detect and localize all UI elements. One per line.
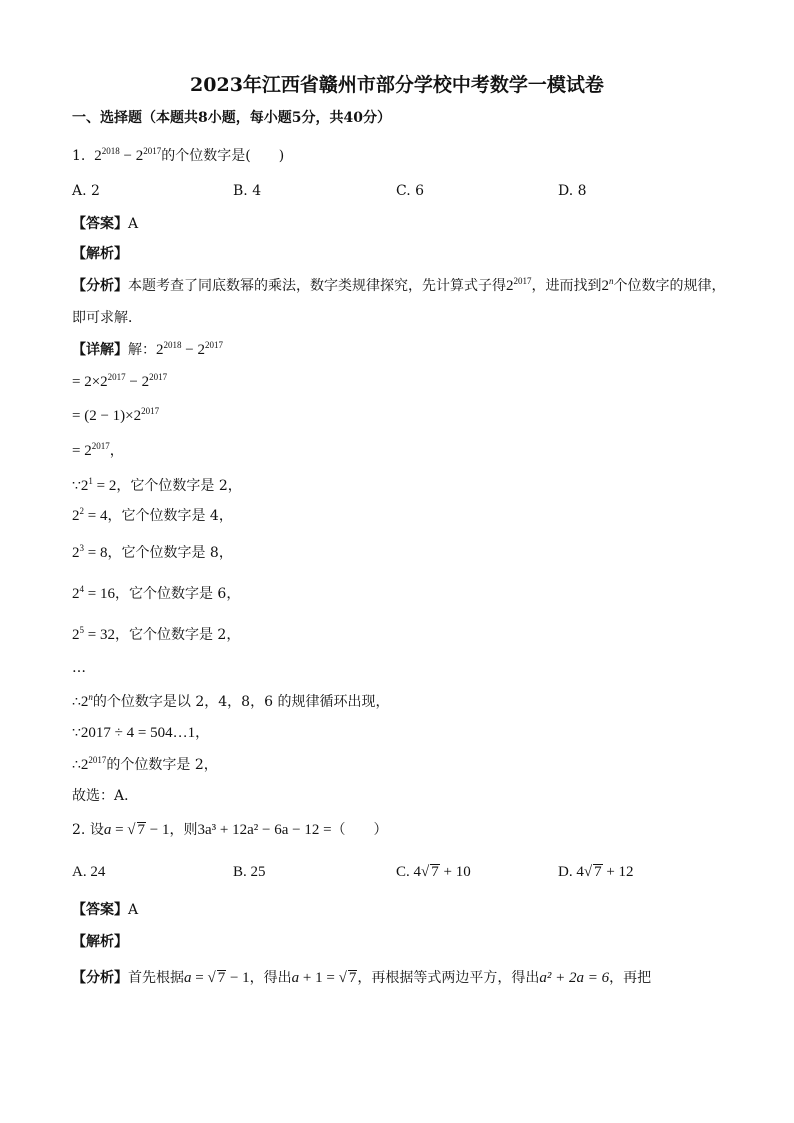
question-1-stem: 1. $2^{2018} - 2^{2017}$的个位数字是( ): [72, 146, 285, 164]
question-number: 1.: [72, 148, 86, 164]
division-line: ∵2017 ÷ 4 = 504…1，: [72, 725, 210, 741]
power-line-5: $2^5 = 32$，它个位数字是 2，: [72, 625, 241, 643]
question-1-options: [72, 183, 732, 203]
step-3: = $2^{2017}$，: [72, 441, 124, 459]
option-d: D. 4√ 7 + 12: [558, 864, 634, 880]
fenxi-line-q2: 【分析】首先根据a = √ 7 − 1，得出a + 1 = √ 7，再根据等式两边平方，得出a² + 2a = 6，再把: [72, 970, 652, 986]
option-d: D. 8: [558, 183, 587, 199]
answer-tag: 【答案】: [72, 216, 128, 232]
answer-line-2: 【答案】A: [72, 902, 139, 918]
power-line-3: $2^3 = 8$，它个位数字是 8，: [72, 543, 233, 561]
option-a: A. 2: [72, 183, 100, 199]
option-c: C. 4√ 7 + 10: [396, 864, 471, 880]
answer-line: 【答案】A: [72, 216, 139, 232]
option-b: B. 25: [233, 864, 266, 880]
fenxi-line-2: 即可求解．: [72, 310, 142, 326]
analysis-tag: 【解析】: [72, 246, 128, 262]
page-title: 2023年江西省赣州市部分学校中考数学一模试卷: [190, 74, 604, 96]
xiangjie-line: 【详解】解：$2^{2018} - 2^{2017}$: [72, 340, 223, 358]
power-line-2: $2^2 = 4$，它个位数字是 4，: [72, 506, 233, 524]
ellipsis: …: [72, 660, 86, 676]
option-c: C. 6: [396, 183, 425, 199]
analysis-tag-2: 【解析】: [72, 934, 128, 950]
conclusion: 故选：A．: [72, 788, 139, 804]
section-heading: 一、选择题（本题共8小题，每小题5分，共40分）: [72, 110, 391, 126]
step-2: = $(2 - 1)\times 2^{2017}$: [72, 406, 160, 424]
option-a: A. 24: [72, 864, 106, 880]
fenxi-line: 【分析】本题考查了同底数幂的乘法，数字类规律探究，先计算式子得$2^{2017}$，进而找到2$^n$个位数字的规律，: [72, 276, 726, 294]
question-2-stem: 2. 设a = √ 7 − 1，则3a³ + 12a² − 6a − 12 =（ ）: [72, 822, 388, 838]
step-1: = $2\times 2^{2017} - 2^{2017}$: [72, 372, 168, 390]
last-digit-line: $\therefore 2^{2017}$的个位数字是 2，: [72, 755, 218, 773]
question-2-options: [72, 864, 732, 884]
option-b: B. 4: [233, 183, 262, 199]
power-line-4: $2^4 = 16$，它个位数字是 6，: [72, 584, 241, 602]
cycle-line: ∴2$^n$的个位数字是以 2，4，8，6 的规律循环出现，: [72, 692, 390, 710]
power-expression: $2^{2018} - 2^{2017}$: [94, 146, 162, 164]
power-line-1: $\because 2^1 = 2$，它个位数字是 2，: [72, 476, 242, 494]
